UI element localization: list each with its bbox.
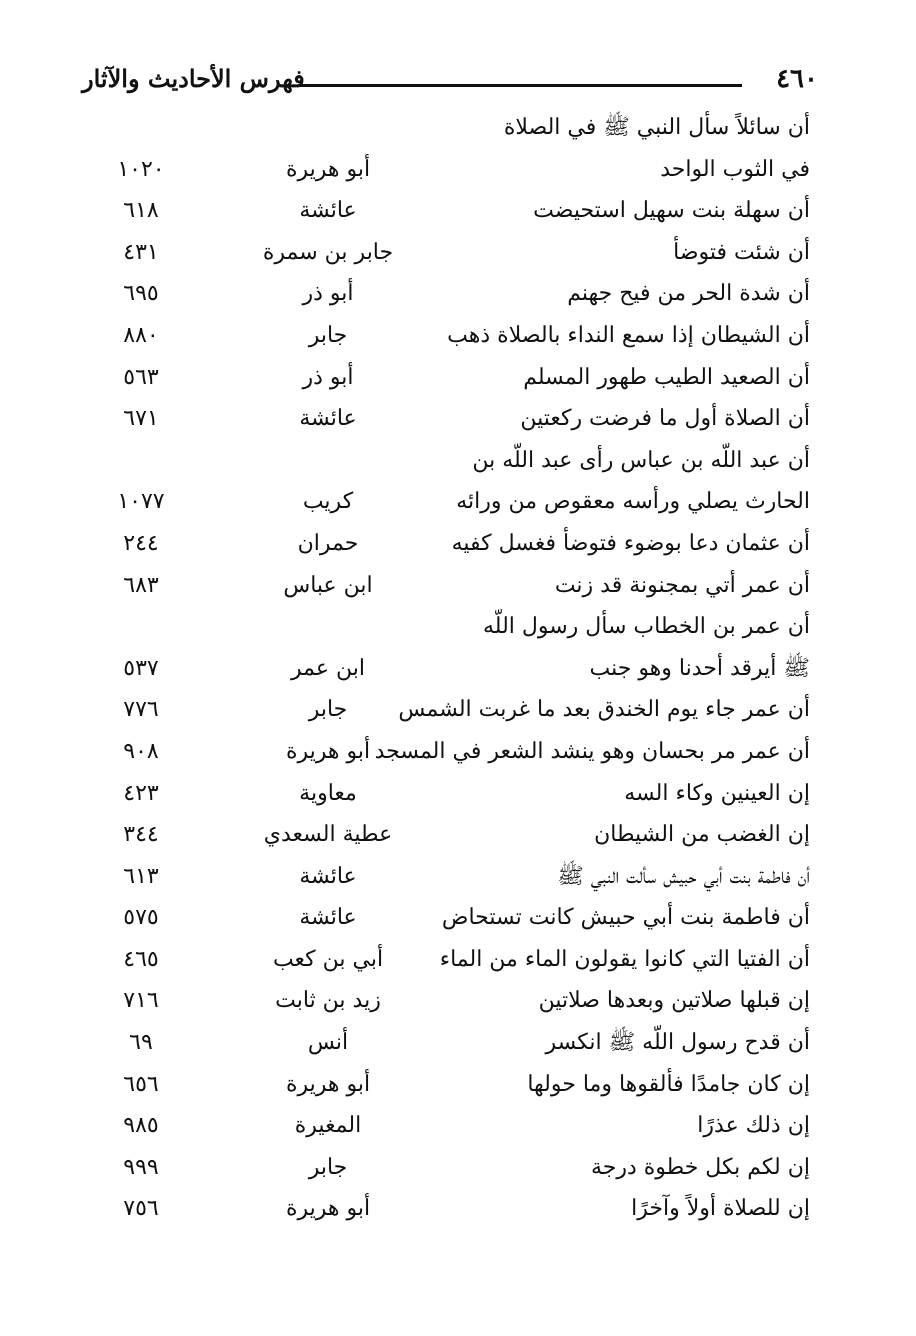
narrator-name: معاوية xyxy=(299,780,357,806)
index-row xyxy=(0,399,916,441)
hadith-text: ﷺ أيرقد أحدنا وهو جنب xyxy=(589,655,810,681)
hadith-text: أن عمر أتي بمجنونة قد زنت xyxy=(554,572,810,598)
hadith-text: أن سهلة بنت سهيل استحيضت xyxy=(533,198,810,224)
page-number: ٤٦٠ xyxy=(776,64,818,94)
narrator-name: كريب xyxy=(302,489,354,515)
index-row xyxy=(0,815,916,857)
hadith-text: أن عمر مر بحسان وهو ينشد الشعر في المسجد xyxy=(374,738,810,764)
page-reference: ٦٩ xyxy=(129,1030,153,1056)
index-row xyxy=(0,566,916,608)
page-reference: ٢٤٤ xyxy=(123,530,159,556)
hadith-index-list xyxy=(0,108,916,1231)
page-reference: ٥٦٣ xyxy=(123,364,159,390)
index-row xyxy=(0,316,916,358)
narrator-name: أبو هريرة xyxy=(285,156,371,182)
page-reference: ٧١٦ xyxy=(123,988,159,1014)
narrator-name: أبو ذر xyxy=(302,281,354,307)
page-reference: ٦١٣ xyxy=(123,863,159,889)
page-reference: ٤٦٥ xyxy=(123,946,159,972)
narrator-name: أنس xyxy=(307,1030,349,1056)
hadith-text: أن شدة الحر من فيح جهنم xyxy=(567,281,810,307)
index-row xyxy=(0,649,916,691)
index-row xyxy=(0,607,916,649)
page-reference: ٥٣٧ xyxy=(123,655,159,681)
index-row xyxy=(0,1189,916,1231)
hadith-text: إن الغضب من الشيطان xyxy=(594,822,810,848)
narrator-name: جابر بن سمرة xyxy=(262,239,394,265)
hadith-text: أن عثمان دعا بوضوء فتوضأ فغسل كفيه xyxy=(451,530,810,556)
hadith-text: أن الصعيد الطيب طهور المسلم xyxy=(523,364,810,390)
narrator-name: عطية السعدي xyxy=(263,822,393,848)
narrator-name: أبو هريرة xyxy=(285,1196,371,1222)
index-row xyxy=(0,358,916,400)
running-title: فهرس الأحاديث والآثار xyxy=(82,64,305,93)
index-row xyxy=(0,191,916,233)
page-reference: ٦٧١ xyxy=(123,406,159,432)
index-row xyxy=(0,1106,916,1148)
narrator-name: ابن عمر xyxy=(291,655,365,681)
hadith-text: إن ذلك عذرًا xyxy=(697,1113,810,1139)
narrator-name: حمران xyxy=(297,530,359,556)
hadith-text: أن سائلاً سأل النبي ﷺ في الصلاة xyxy=(503,115,810,140)
narrator-name: أبو ذر xyxy=(302,364,354,390)
index-row xyxy=(0,940,916,982)
narrator-name: أبي بن كعب xyxy=(272,946,384,972)
index-row xyxy=(0,1148,916,1190)
narrator-name: عائشة xyxy=(299,863,357,889)
hadith-text: إن كان جامدًا فألقوها وما حولها xyxy=(527,1071,810,1097)
page-reference: ٨٨٠ xyxy=(123,322,159,348)
index-row xyxy=(0,482,916,524)
page-reference: ٧٧٦ xyxy=(123,697,159,723)
hadith-text: أن شئت فتوضأ xyxy=(673,239,810,265)
hadith-text: إن العينين وكاء السه xyxy=(624,780,810,806)
index-row xyxy=(0,1065,916,1107)
page-reference: ٦٩٥ xyxy=(123,281,159,307)
narrator-name: أبو هريرة xyxy=(285,1071,371,1097)
index-row xyxy=(0,857,916,899)
index-row xyxy=(0,774,916,816)
narrator-name: ابن عباس xyxy=(283,572,373,598)
page-reference: ٦٥٦ xyxy=(123,1071,159,1097)
hadith-text: أن الشيطان إذا سمع النداء بالصلاة ذهب xyxy=(447,322,810,348)
index-row xyxy=(0,981,916,1023)
narrator-name: زيد بن ثابت xyxy=(275,988,381,1014)
index-row xyxy=(0,233,916,275)
narrator-name: عائشة xyxy=(299,406,357,432)
hadith-text: إن للصلاة أولاً وآخرًا xyxy=(631,1196,810,1222)
page-reference: ١٠٧٧ xyxy=(117,489,165,515)
hadith-text: إن لكم بكل خطوة درجة xyxy=(590,1154,810,1180)
hadith-text: إن قبلها صلاتين وبعدها صلاتين xyxy=(538,988,810,1014)
index-row xyxy=(0,150,916,192)
index-row xyxy=(0,524,916,566)
index-row xyxy=(0,1023,916,1065)
narrator-name: أبو هريرة xyxy=(285,738,371,764)
page-reference: ٦١٨ xyxy=(123,198,159,224)
hadith-text: أن الصلاة أول ما فرضت ركعتين xyxy=(520,406,810,432)
index-row xyxy=(0,108,916,150)
page-reference: ٧٥٦ xyxy=(123,1196,159,1222)
hadith-text: أن عمر بن الخطاب سأل رسول اللّه xyxy=(483,614,810,640)
narrator-name: عائشة xyxy=(299,198,357,224)
header-rule xyxy=(300,84,742,87)
narrator-name: جابر xyxy=(308,1154,348,1180)
hadith-text: أن عبد اللّه بن عباس رأى عبد اللّه بن xyxy=(472,447,810,473)
page-reference: ١٠٢٠ xyxy=(117,156,165,182)
page-reference: ٥٧٥ xyxy=(123,905,159,931)
narrator-name: جابر xyxy=(308,322,348,348)
index-row xyxy=(0,690,916,732)
narrator-name: جابر xyxy=(308,697,348,723)
page-reference: ٩٠٨ xyxy=(123,738,159,764)
page-header xyxy=(70,64,830,100)
index-row xyxy=(0,732,916,774)
page-reference: ٩٨٥ xyxy=(123,1113,159,1139)
hadith-text: أن قدح رسول اللّه ﷺ انكسر xyxy=(545,1030,810,1056)
page-reference: ٣٤٤ xyxy=(123,822,159,848)
hadith-text: أن الفتيا التي كانوا يقولون الماء من الماء xyxy=(439,946,810,972)
index-row xyxy=(0,898,916,940)
hadith-text: الحارث يصلي ورأسه معقوص من ورائه xyxy=(456,489,810,515)
hadith-text: أن فاطمة بنت أبي حبيش سألت النبي ﷺ xyxy=(557,863,810,889)
hadith-text: أن فاطمة بنت أبي حبيش كانت تستحاض xyxy=(441,905,810,931)
page-reference: ٤٣١ xyxy=(123,239,159,265)
hadith-text: أن عمر جاء يوم الخندق بعد ما غربت الشمس xyxy=(398,697,810,723)
page-reference: ٦٨٣ xyxy=(123,572,159,598)
hadith-text: في الثوب الواحد xyxy=(660,156,810,182)
page-reference: ٩٩٩ xyxy=(123,1154,159,1180)
page-reference: ٤٢٣ xyxy=(123,780,159,806)
index-row xyxy=(0,441,916,483)
narrator-name: عائشة xyxy=(299,905,357,931)
narrator-name: المغيرة xyxy=(294,1113,362,1139)
index-row xyxy=(0,274,916,316)
